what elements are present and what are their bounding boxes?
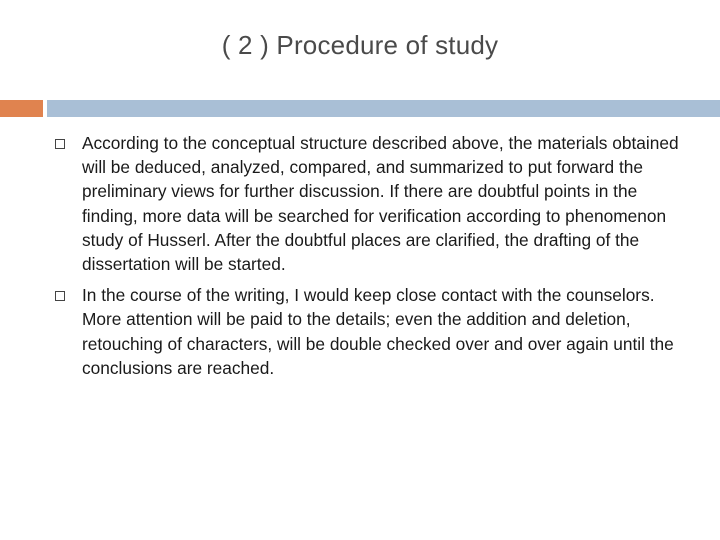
bullet-text: According to the conceptual structure described above, the materials obtained will be deduced, analyzed, compared, and summarized to put forward the preliminary views for further discussion. If there are doubtful points in the finding, more data will be searched for verification according to phenomenon study of Husserl. After the doubtful places are clarified, the drafting of the dissertation will be started. — [82, 133, 679, 275]
accent-bar-orange — [0, 100, 43, 117]
slide-title: ( 2 ) Procedure of study — [221, 30, 499, 60]
bullet-item — [50, 283, 682, 380]
accent-bar-blue — [47, 100, 720, 117]
square-bullet-icon — [55, 139, 65, 149]
bullet-text: In the course of the writing, I would keep close contact with the counselors. More attention will be paid to the details; even the addition and deletion, retouching of characters, will be double checked over and over again until the conclusions are reached. — [82, 285, 674, 378]
square-bullet-icon — [55, 291, 65, 301]
bullet-item — [50, 131, 682, 276]
bullet-list — [50, 131, 682, 387]
